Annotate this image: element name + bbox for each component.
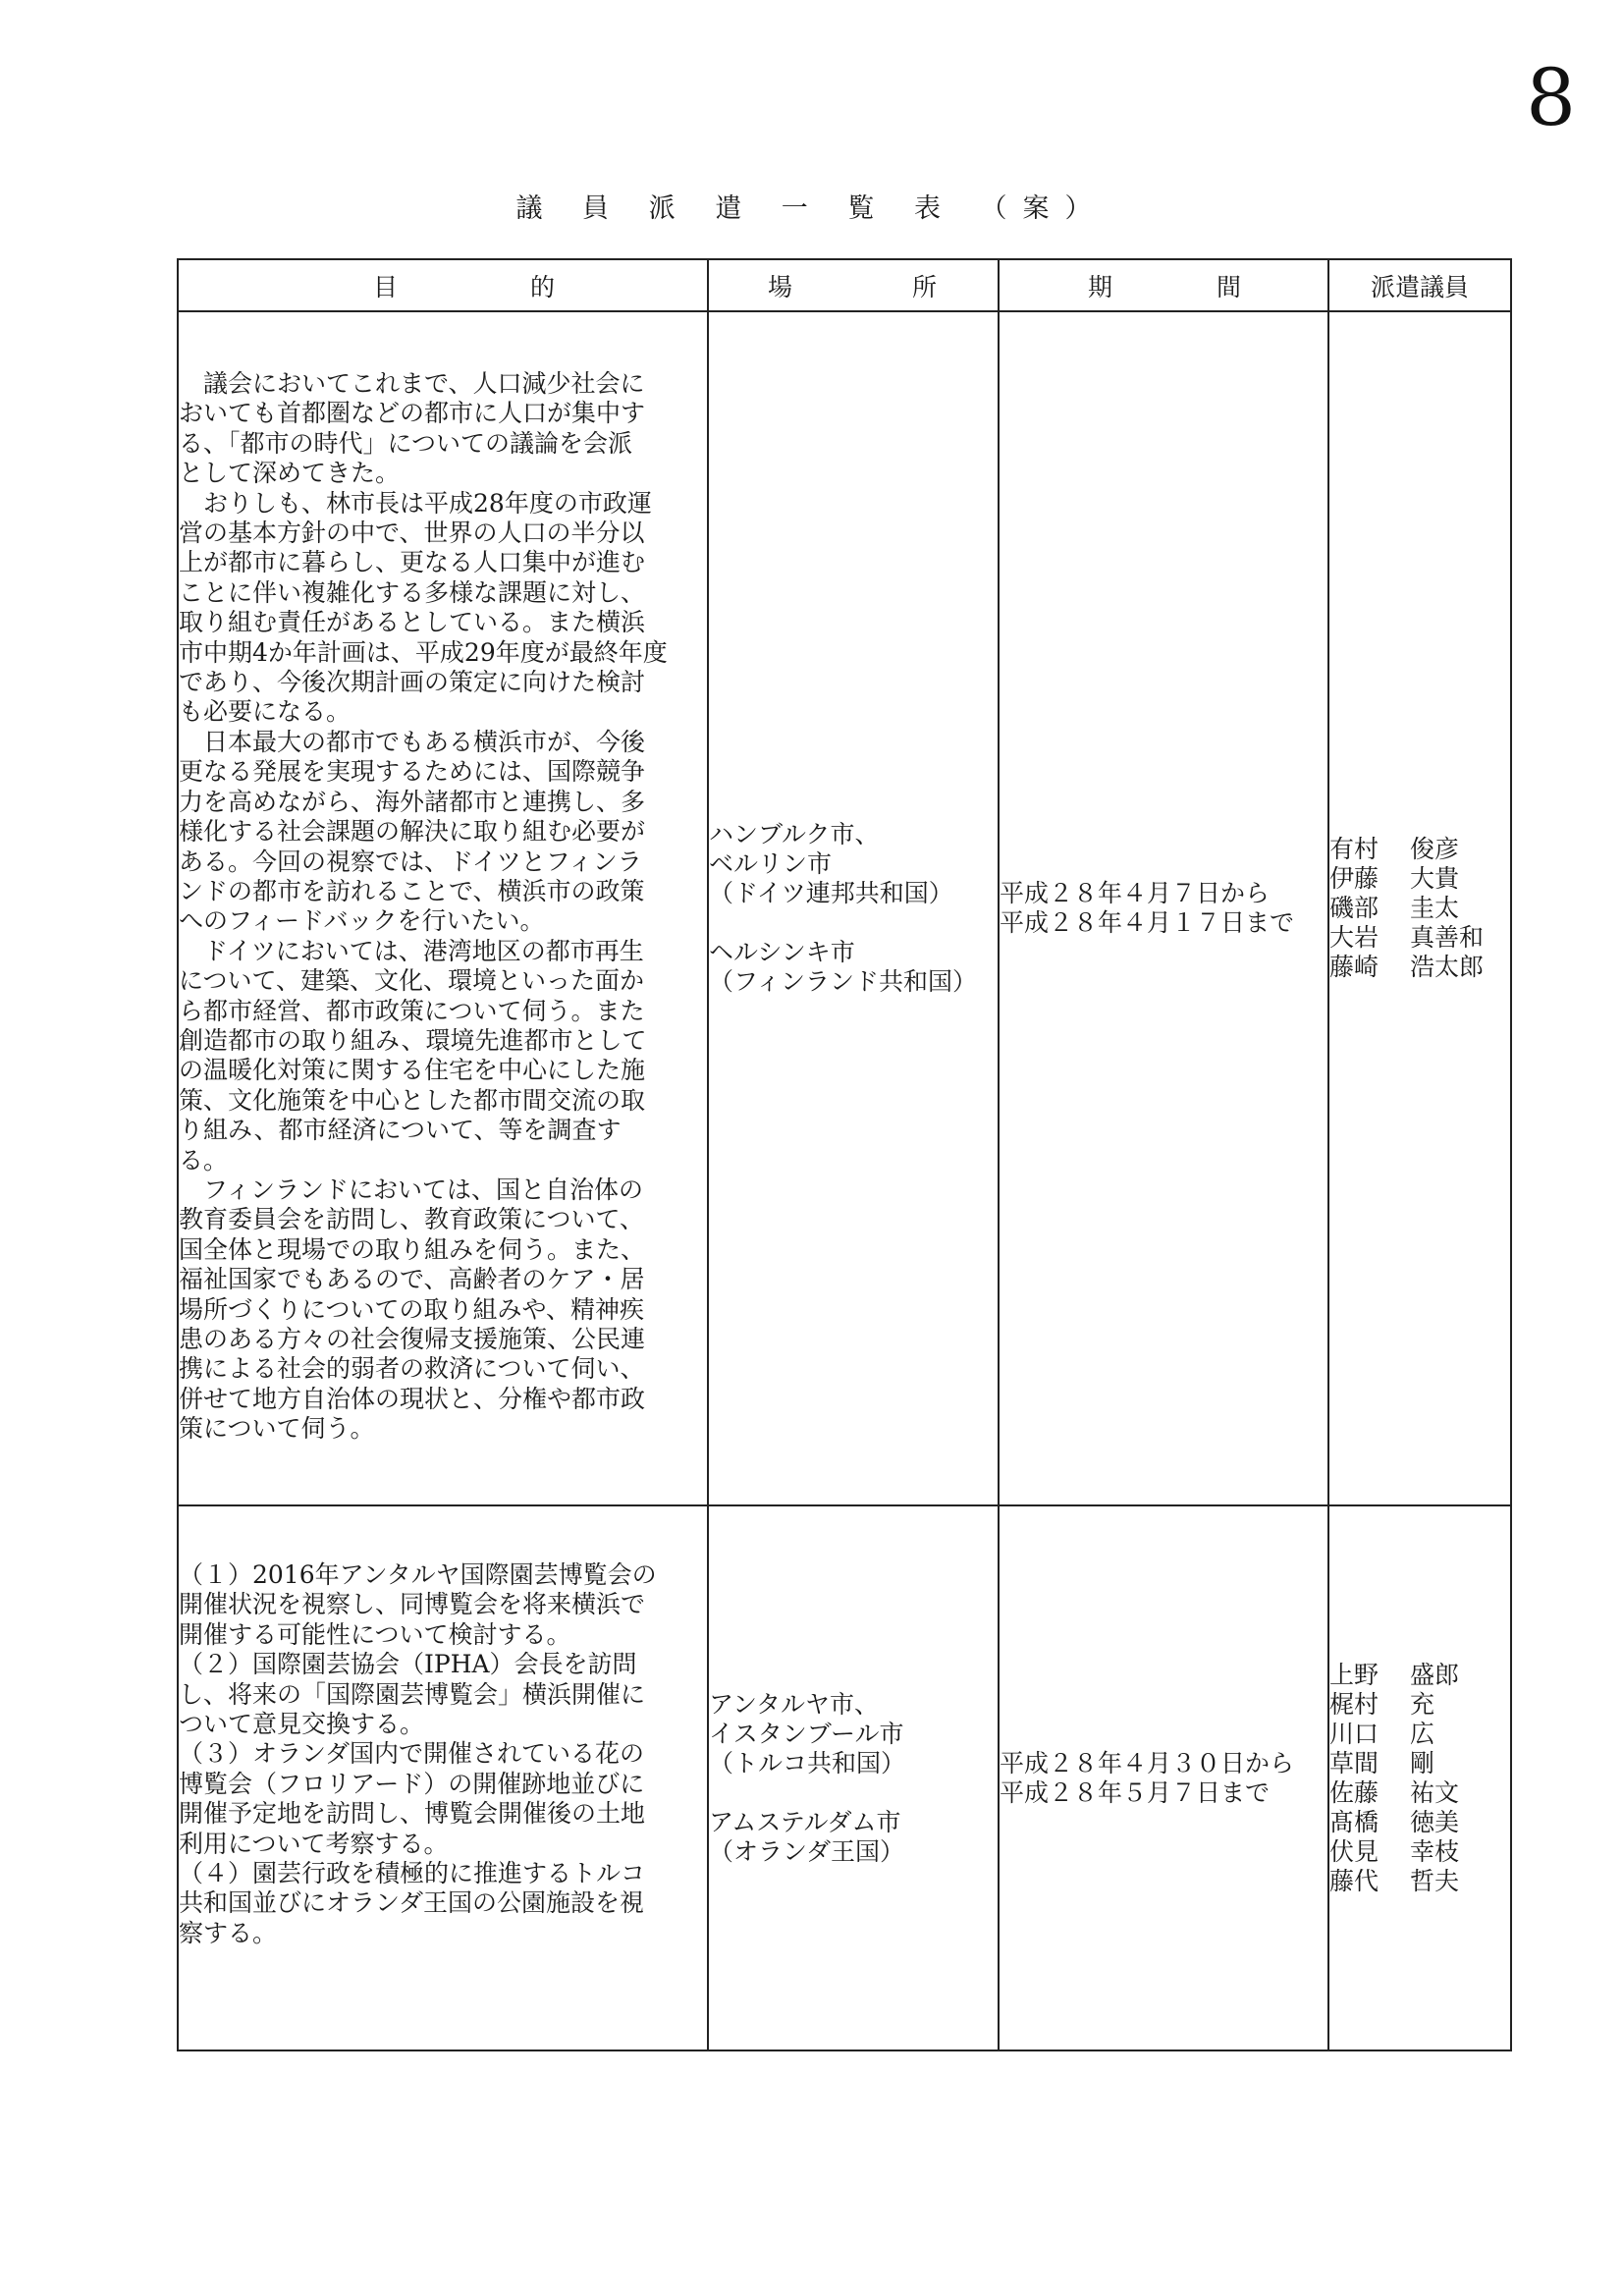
member-surname: 磯部 bbox=[1329, 894, 1380, 922]
member-surname: 佐藤 bbox=[1329, 1777, 1380, 1807]
dispatch-table bbox=[177, 258, 1512, 2051]
purpose-paragraph: 議会においてこれまで、人口減少社会に おいても首都圏などの都市に人口が集中す る、「都市の時代」についての議論を会派 として深めてきた。 bbox=[179, 369, 646, 488]
member-entry bbox=[1329, 923, 1510, 953]
member-given-name: 俊彦 bbox=[1410, 835, 1460, 863]
purpose-paragraph: 日本最大の都市でもある横浜市が、今後 更なる発展を実現するためには、国際競争 力を高めながら、海外諸都市と連携し、多 様化する社会課題の解決に取り組む必要が ある。今回の視察では、ドイツとフィンラ ンドの都市を訪れることで、横浜市の政策 へのフィードバックを行いたい。 bbox=[179, 727, 646, 936]
header-place bbox=[708, 259, 999, 311]
purpose-cell bbox=[178, 1505, 708, 2050]
member-surname: 髙橋 bbox=[1329, 1807, 1380, 1836]
member-given-name: 哲夫 bbox=[1410, 1866, 1460, 1895]
member-surname: 伊藤 bbox=[1329, 864, 1380, 893]
table-row bbox=[178, 311, 1511, 1505]
member-given-name: 剛 bbox=[1410, 1748, 1435, 1777]
purpose-paragraph: フィンランドにおいては、国と自治体の 教育委員会を訪問し、教育政策について、 国全体と現場での取り組みを伺う。また、 福祉国家でもあるので、高齢者のケア・居 場所づくりについての取り組みや、精神疾 患のある方々の社会復帰支援施策、公民連 携による社会的弱者の救済について伺い、 併せて地方自治体の現状と、分権や都市政 策について伺う。 bbox=[179, 1175, 646, 1444]
place-line: （トルコ共和国） bbox=[709, 1748, 906, 1777]
member-given-name: 盛郎 bbox=[1410, 1660, 1460, 1689]
table-row bbox=[178, 1505, 1511, 2050]
place-cell bbox=[708, 1505, 999, 2050]
member-entry bbox=[1329, 1808, 1510, 1837]
place-line: ベルリン市 bbox=[709, 849, 833, 878]
place-line: （オランダ王国） bbox=[709, 1836, 905, 1866]
header-period-char-1: 期 bbox=[1088, 272, 1113, 301]
member-given-name: 圭太 bbox=[1410, 894, 1460, 922]
period-start: 平成２８年４月３０日から bbox=[1000, 1748, 1295, 1777]
member-entry bbox=[1329, 1867, 1510, 1896]
document-title: 議 員 派 遣 一 覧 表 （案） bbox=[515, 193, 1108, 224]
member-entry bbox=[1329, 1690, 1510, 1720]
member-entry bbox=[1329, 864, 1510, 894]
member-surname: 川口 bbox=[1329, 1719, 1380, 1748]
purpose-paragraph: （３）オランダ国内で開催されている花の 博覧会（フロリアード）の開催跡地並びに 開催予定地を訪問し、博覧会開催後の土地 利用について考察する。 bbox=[179, 1739, 646, 1858]
header-place-char-2: 所 bbox=[911, 272, 937, 301]
place-line: アムステルダム市 bbox=[709, 1807, 901, 1836]
member-entry bbox=[1329, 1749, 1510, 1778]
header-purpose-char-1: 目 bbox=[373, 272, 399, 301]
header-purpose-char-2: 的 bbox=[529, 272, 555, 301]
member-surname: 伏見 bbox=[1329, 1836, 1380, 1866]
purpose-paragraph: （４）園芸行政を積極的に推進するトルコ 共和国並びにオランダ王国の公園施設を視 察する。 bbox=[179, 1859, 646, 1947]
purpose-paragraph: おりしも、林市長は平成28年度の市政運 営の基本方針の中で、世界の人口の半分以 上が都市に暮らし、更なる人口集中が進む ことに伴い複雑化する多様な課題に対し、 取り組む責任があるとしている。また横浜 市中期4か年計画は、平成29年度が最終年度 であり、今後次期計画の策定に向けた検討 も必要になる。 bbox=[179, 488, 668, 727]
purpose-cell bbox=[178, 311, 708, 1505]
member-entry bbox=[1329, 1837, 1510, 1867]
header-place-char-1: 場 bbox=[768, 272, 793, 301]
members-cell bbox=[1328, 1505, 1511, 2050]
header-period bbox=[999, 259, 1328, 311]
members-cell bbox=[1328, 311, 1511, 1505]
member-surname: 藤代 bbox=[1329, 1866, 1380, 1895]
member-given-name: 浩太郎 bbox=[1410, 953, 1485, 981]
place-line: ハンブルク市、 bbox=[709, 820, 880, 848]
period-end: 平成２８年４月１７日まで bbox=[1000, 908, 1295, 937]
place-line: アンタルヤ市、 bbox=[709, 1689, 880, 1719]
place-cell bbox=[708, 311, 999, 1505]
member-given-name: 真善和 bbox=[1410, 923, 1485, 952]
purpose-paragraph: ドイツにおいては、港湾地区の都市再生 について、建築、文化、環境といった面か ら都市経営、都市政策について伺う。また 創造都市の取り組み、環境先進都市として の温暖化対策に関する住宅を中心にした施 策、文化施策を中心とした都市間交流の取 り組み、都市経済について、等を調査す る。 bbox=[179, 936, 647, 1175]
member-surname: 上野 bbox=[1329, 1660, 1380, 1689]
period-end: 平成２８年５月７日まで bbox=[1000, 1777, 1271, 1807]
period-cell bbox=[999, 311, 1328, 1505]
member-surname: 藤崎 bbox=[1329, 953, 1380, 981]
place-line: （ドイツ連邦共和国） bbox=[709, 879, 953, 907]
member-surname: 有村 bbox=[1329, 835, 1380, 863]
place-line: イスタンブール市 bbox=[709, 1719, 904, 1748]
header-period-char-2: 間 bbox=[1216, 272, 1241, 301]
member-given-name: 広 bbox=[1410, 1719, 1435, 1748]
member-entry bbox=[1329, 835, 1510, 864]
member-given-name: 祐文 bbox=[1410, 1777, 1460, 1807]
place-line: （フィンランド共和国） bbox=[709, 967, 978, 996]
member-surname: 草間 bbox=[1329, 1748, 1380, 1777]
purpose-paragraph: （１）2016年アンタルヤ国際園芸博覧会の 開催状況を視察し、同博覧会を将来横浜で 開催する可能性について検討する。 bbox=[179, 1560, 657, 1649]
period-cell bbox=[999, 1505, 1328, 2050]
header-purpose bbox=[178, 259, 708, 311]
member-entry bbox=[1329, 953, 1510, 982]
page-number: 8 bbox=[1526, 52, 1576, 143]
member-given-name: 徳美 bbox=[1410, 1807, 1460, 1836]
member-surname: 大岩 bbox=[1329, 923, 1380, 952]
purpose-paragraph: （２）国際園芸協会（IPHA）会長を訪問 し、将来の「国際園芸博覧会」横浜開催に ついて意見交換する。 bbox=[179, 1650, 646, 1739]
member-surname: 梶村 bbox=[1329, 1689, 1380, 1719]
member-given-name: 幸枝 bbox=[1410, 1836, 1460, 1866]
member-given-name: 大貴 bbox=[1410, 864, 1460, 893]
header-members: 派遣議員 bbox=[1328, 259, 1511, 311]
member-entry bbox=[1329, 1720, 1510, 1749]
member-entry bbox=[1329, 894, 1510, 923]
period-start: 平成２８年４月７日から bbox=[1000, 879, 1271, 907]
table-header-row bbox=[178, 259, 1511, 311]
member-given-name: 充 bbox=[1410, 1689, 1435, 1719]
member-entry bbox=[1329, 1778, 1510, 1808]
member-entry bbox=[1329, 1661, 1510, 1690]
place-line: ヘルシンキ市 bbox=[709, 938, 855, 966]
